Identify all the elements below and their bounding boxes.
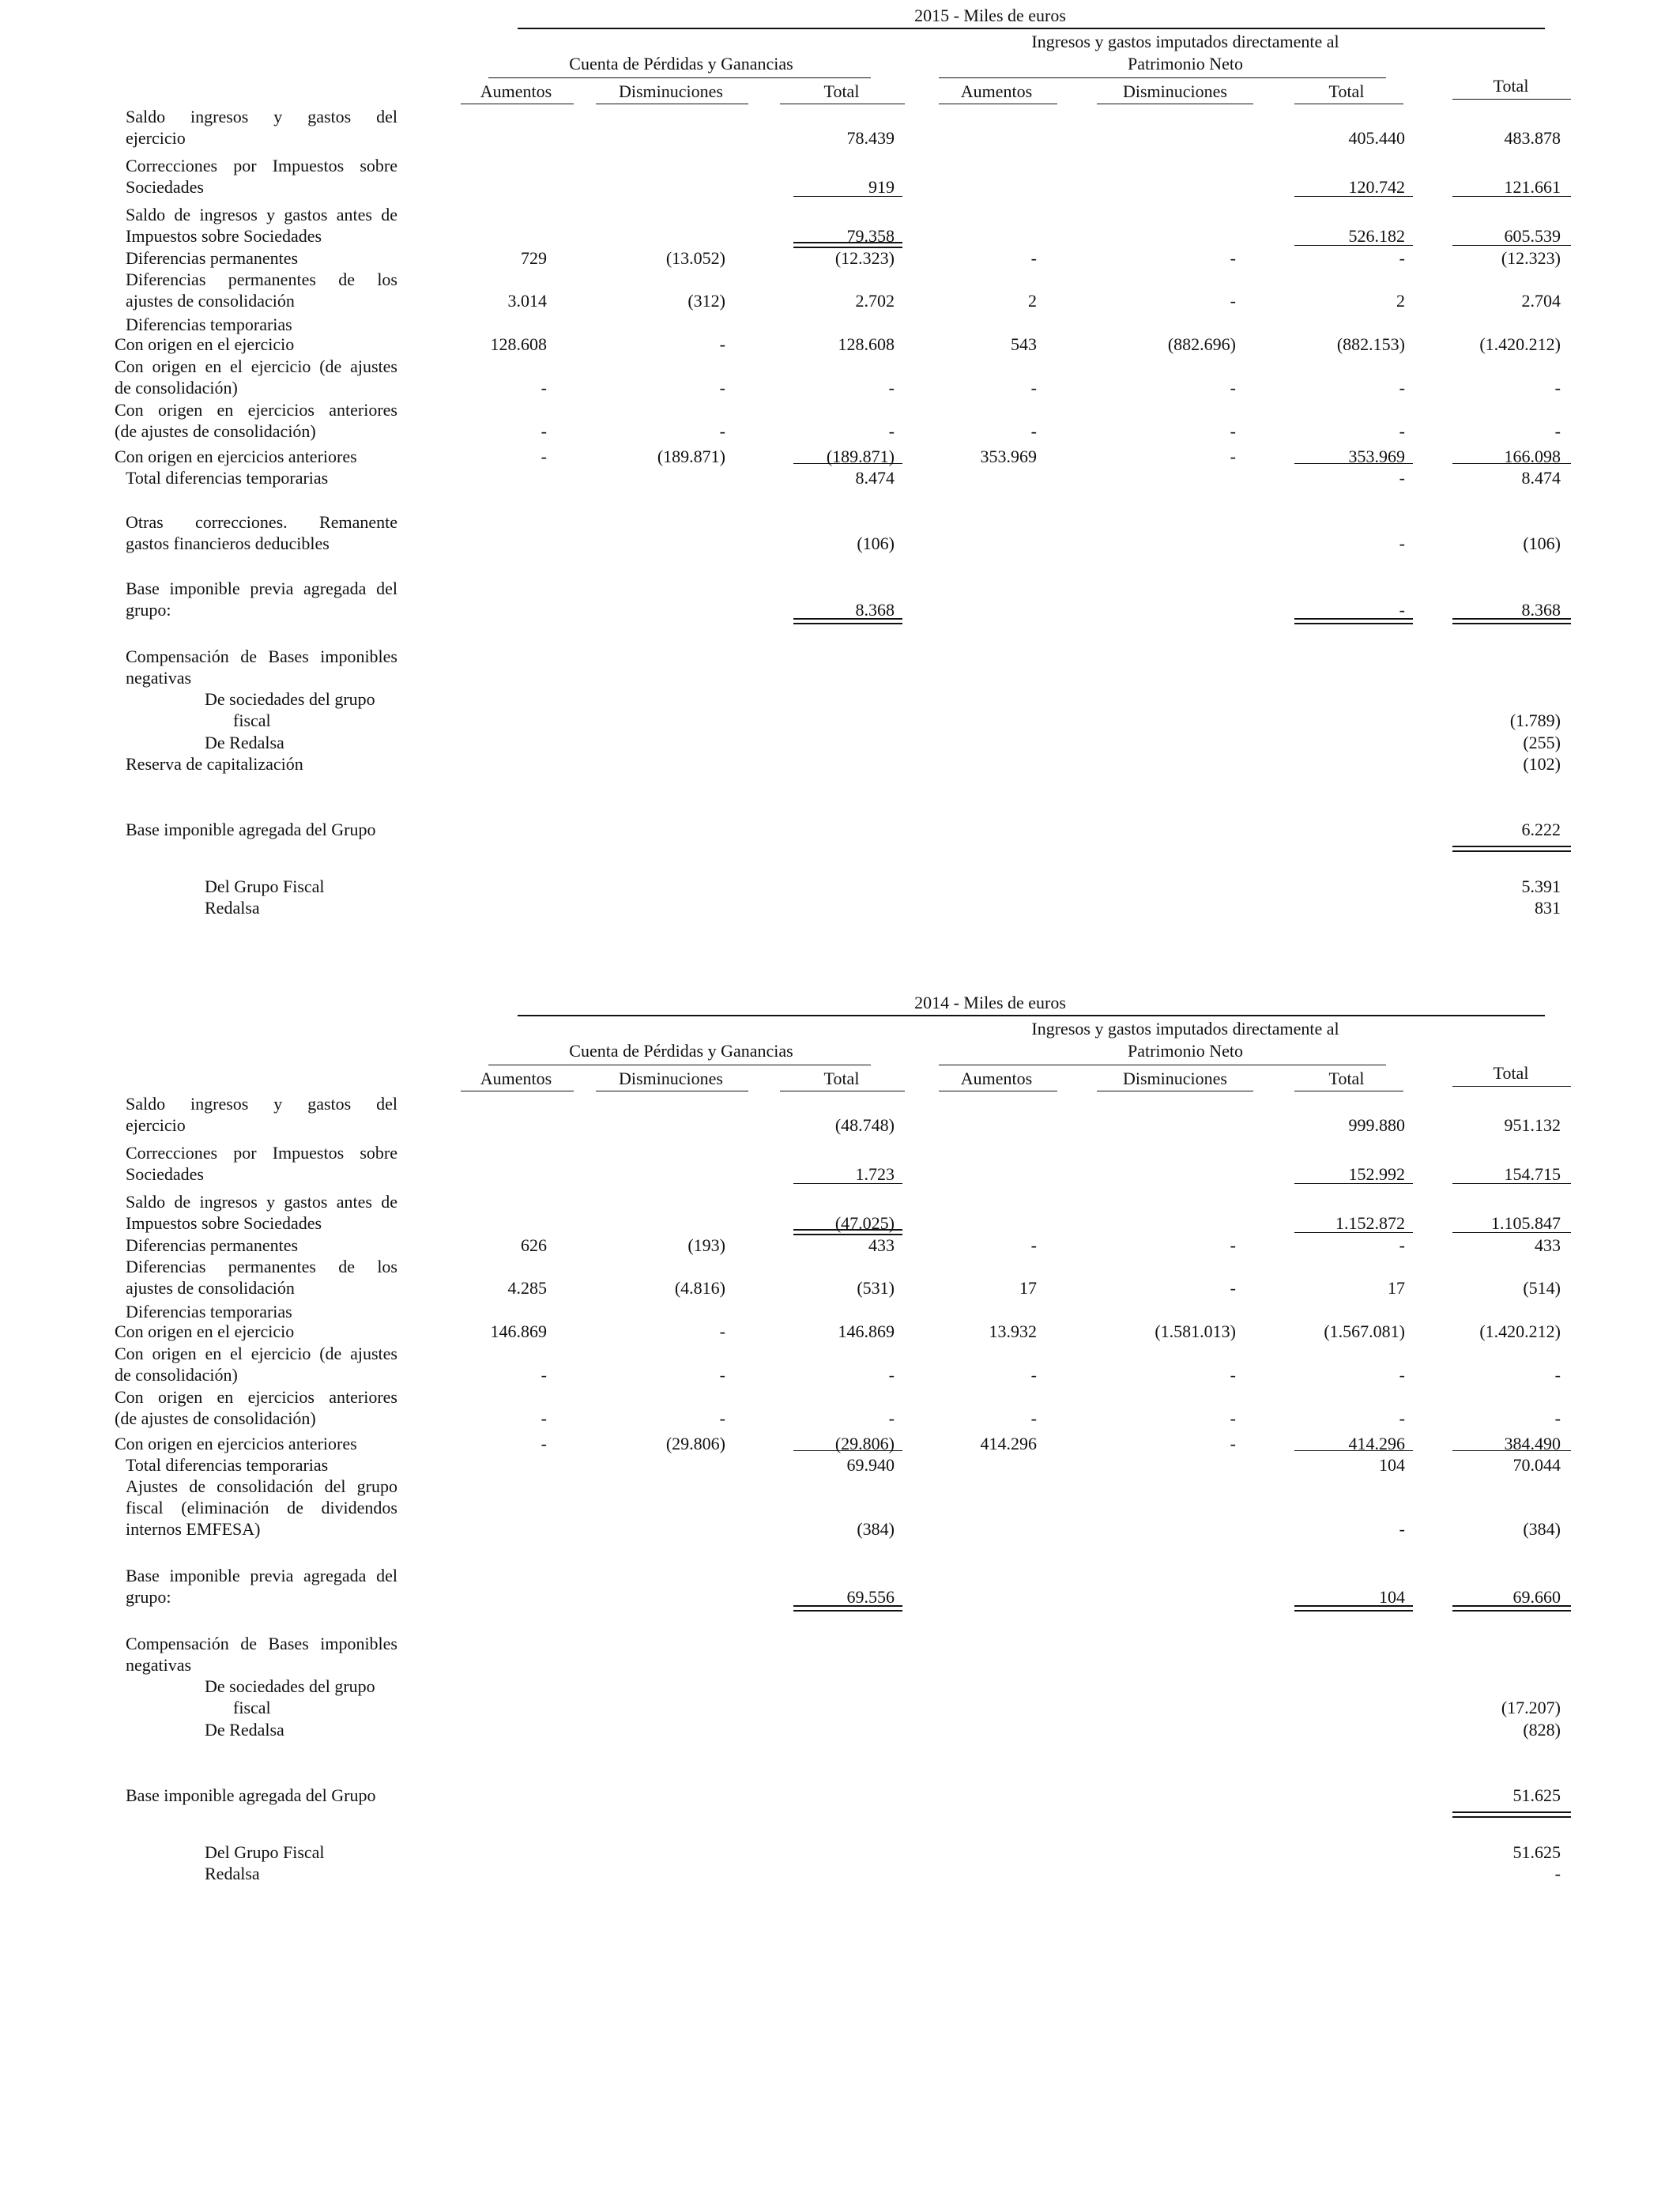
row-label: Correcciones por Impuestos sobre — [126, 156, 397, 175]
cell-value: (106) — [857, 533, 895, 553]
row-label: ejercicio — [126, 128, 186, 148]
cell-value: 8.474 — [1521, 468, 1561, 488]
row-label: Con origen en el ejercicio — [115, 334, 295, 354]
column-header: Total — [1493, 76, 1529, 96]
cell-value: (12.323) — [834, 248, 895, 268]
row-label: Total diferencias temporarias — [126, 468, 329, 488]
column-header: Aumentos — [480, 81, 552, 101]
cell-value: - — [1030, 1365, 1037, 1385]
cell-value: (13.052) — [665, 248, 725, 268]
cell-value: 433 — [868, 1235, 895, 1255]
cell-value: - — [1230, 1235, 1236, 1255]
cell-value: (1.789) — [1509, 711, 1561, 730]
title-rule — [518, 28, 1545, 29]
cell-value: (384) — [1523, 1519, 1561, 1539]
cell-value: - — [888, 378, 895, 398]
cell-value: 543 — [1011, 334, 1037, 354]
row-label: De Redalsa — [205, 733, 284, 752]
title-rule — [518, 1015, 1545, 1016]
cell-value: 17 — [1019, 1278, 1037, 1298]
row-label: Del Grupo Fiscal — [205, 876, 325, 896]
cell-value: - — [1399, 1408, 1405, 1428]
cell-value: - — [888, 1408, 895, 1428]
cell-value: (29.806) — [834, 1434, 895, 1453]
row-label: Base imponible agregada del Grupo — [126, 820, 376, 839]
row-label: (de ajustes de consolidación) — [115, 1408, 316, 1428]
cell-value: 8.368 — [1521, 600, 1561, 620]
cell-value: (17.207) — [1501, 1698, 1561, 1717]
cell-value: 353.969 — [980, 447, 1037, 466]
cell-value: 69.660 — [1512, 1587, 1561, 1607]
group-header-pn: Ingresos y gastos imputados directamente al — [1031, 1019, 1339, 1039]
row-label: Otras correcciones. Remanente — [126, 512, 397, 532]
cell-value: (828) — [1523, 1720, 1561, 1740]
cell-value: 384.490 — [1504, 1434, 1561, 1453]
column-header: Disminuciones — [1123, 81, 1227, 101]
cell-value: - — [1554, 1408, 1561, 1428]
cell-value: 79.358 — [846, 226, 895, 246]
total-double-rule — [1452, 1811, 1571, 1818]
cell-value: - — [1030, 1235, 1037, 1255]
row-label: De Redalsa — [205, 1720, 284, 1740]
cell-value: - — [1399, 248, 1405, 268]
cell-value: - — [541, 421, 547, 441]
cell-value: 2.704 — [1521, 291, 1561, 311]
cell-value: (1.420.212) — [1479, 334, 1561, 354]
cell-value: (4.816) — [674, 1278, 725, 1298]
cell-value: - — [1399, 468, 1405, 488]
row-label: De sociedades del grupo — [205, 1676, 375, 1696]
cell-value: - — [541, 1408, 547, 1428]
row-label: Redalsa — [205, 1864, 260, 1883]
column-header: Total — [823, 1069, 860, 1088]
column-header: Aumentos — [960, 1069, 1033, 1088]
row-label: Diferencias permanentes de los — [126, 270, 397, 289]
cell-value: - — [541, 378, 547, 398]
cell-value: 154.715 — [1504, 1164, 1561, 1184]
cell-value: - — [1554, 378, 1561, 398]
cell-value: - — [888, 1365, 895, 1385]
row-label: Con origen en el ejercicio (de ajustes — [115, 1344, 397, 1363]
cell-value: - — [719, 378, 725, 398]
cell-value: 51.625 — [1512, 1785, 1561, 1805]
group-rule — [939, 77, 1386, 78]
cell-value: (1.567.081) — [1324, 1321, 1405, 1341]
cell-value: - — [1230, 1278, 1236, 1298]
cell-value: - — [1399, 378, 1405, 398]
cell-value: (48.748) — [834, 1115, 895, 1135]
cell-value: - — [1399, 421, 1405, 441]
cell-value: - — [1554, 1365, 1561, 1385]
cell-value: (882.153) — [1336, 334, 1405, 354]
row-label: Diferencias temporarias — [126, 1302, 292, 1321]
row-label: Impuestos sobre Sociedades — [126, 1213, 322, 1233]
cell-value: 6.222 — [1521, 820, 1561, 839]
cell-value: - — [1399, 1235, 1405, 1255]
cell-value: (193) — [687, 1235, 725, 1255]
cell-value: 414.296 — [1348, 1434, 1405, 1453]
cell-value: (312) — [687, 291, 725, 311]
cell-value: 128.608 — [838, 334, 895, 354]
cell-value: (106) — [1523, 533, 1561, 553]
cell-value: 3.014 — [507, 291, 547, 311]
cell-value: 951.132 — [1504, 1115, 1561, 1135]
cell-value: - — [719, 334, 725, 354]
cell-value: - — [1399, 1519, 1405, 1539]
cell-value: 13.932 — [989, 1321, 1037, 1341]
row-label: Diferencias permanentes — [126, 1235, 299, 1255]
cell-value: 626 — [521, 1235, 547, 1255]
cell-value: 1.152.872 — [1335, 1213, 1405, 1233]
section-title: 2015 - Miles de euros — [914, 6, 1066, 25]
group-rule — [488, 77, 871, 78]
cell-value: 152.992 — [1348, 1164, 1405, 1184]
cell-value: (102) — [1523, 754, 1561, 774]
total-double-rule — [1294, 618, 1413, 624]
cell-value: 120.742 — [1348, 177, 1405, 197]
row-label: (de ajustes de consolidación) — [115, 421, 316, 441]
cell-value: (29.806) — [665, 1434, 725, 1453]
cell-value: (384) — [857, 1519, 895, 1539]
cell-value: - — [541, 447, 547, 466]
cell-value: 70.044 — [1512, 1455, 1561, 1475]
row-label: Correcciones por Impuestos sobre — [126, 1143, 397, 1163]
row-label: Con origen en ejercicios anteriores — [115, 1434, 357, 1453]
cell-value: (1.581.013) — [1155, 1321, 1236, 1341]
column-header: Disminuciones — [619, 81, 723, 101]
cell-value: 2.702 — [855, 291, 895, 311]
group-header-pn: Patrimonio Neto — [1127, 54, 1244, 74]
row-label: ajustes de consolidación — [126, 1278, 295, 1298]
cell-value: 729 — [521, 248, 547, 268]
cell-value: - — [541, 1365, 547, 1385]
cell-value: (12.323) — [1501, 248, 1561, 268]
cell-value: 51.625 — [1512, 1842, 1561, 1862]
cell-value: 69.940 — [846, 1455, 895, 1475]
row-label: Saldo ingresos y gastos del — [126, 1094, 397, 1114]
row-label: Compensación de Bases imponibles — [126, 647, 397, 666]
cell-value: 121.661 — [1504, 177, 1561, 197]
column-header: Aumentos — [960, 81, 1033, 101]
cell-value: - — [1399, 600, 1405, 620]
cell-value: (1.420.212) — [1479, 1321, 1561, 1341]
section-title: 2014 - Miles de euros — [914, 993, 1066, 1012]
row-label: Ajustes de consolidación del grupo — [126, 1476, 397, 1496]
cell-value: (514) — [1523, 1278, 1561, 1298]
row-label: grupo: — [126, 600, 171, 620]
group-header-pn: Ingresos y gastos imputados directamente al — [1031, 32, 1339, 51]
column-rule — [1452, 99, 1571, 100]
row-label: Saldo de ingresos y gastos antes de — [126, 1192, 397, 1212]
cell-value: 146.869 — [838, 1321, 895, 1341]
row-label: Del Grupo Fiscal — [205, 1842, 325, 1862]
cell-value: - — [1230, 248, 1236, 268]
cell-value: - — [1399, 533, 1405, 553]
cell-value: - — [1399, 1365, 1405, 1385]
cell-value: - — [1230, 1434, 1236, 1453]
row-label: Base imponible previa agregada del — [126, 1566, 397, 1585]
row-label: Con origen en el ejercicio (de ajustes — [115, 356, 397, 376]
cell-value: (882.696) — [1167, 334, 1236, 354]
table-2014 — [0, 987, 1680, 1936]
cell-value: 104 — [1379, 1587, 1405, 1607]
cell-value: - — [1030, 248, 1037, 268]
cell-value: 483.878 — [1504, 128, 1561, 148]
cell-value: - — [1230, 1365, 1236, 1385]
cell-value: - — [719, 1321, 725, 1341]
row-label: Saldo ingresos y gastos del — [126, 107, 397, 126]
column-rule — [1452, 1086, 1571, 1087]
column-header: Disminuciones — [1123, 1069, 1227, 1088]
cell-value: 831 — [1535, 898, 1561, 918]
row-label: Impuestos sobre Sociedades — [126, 226, 322, 246]
row-label: Con origen en ejercicios anteriores — [115, 447, 357, 466]
column-header: Total — [823, 81, 860, 101]
cell-value: 919 — [868, 177, 895, 197]
cell-value: 605.539 — [1504, 226, 1561, 246]
row-label: De sociedades del grupo — [205, 689, 375, 709]
cell-value: 999.880 — [1348, 1115, 1405, 1135]
cell-value: 8.368 — [855, 600, 895, 620]
cell-value: - — [719, 421, 725, 441]
cell-value: 104 — [1379, 1455, 1405, 1475]
row-label: Saldo de ingresos y gastos antes de — [126, 205, 397, 224]
cell-value: 128.608 — [490, 334, 547, 354]
cell-value: 166.098 — [1504, 447, 1561, 466]
column-header: Aumentos — [480, 1069, 552, 1088]
row-label: Diferencias temporarias — [126, 315, 292, 334]
cell-value: 1.723 — [855, 1164, 895, 1184]
row-label: Con origen en ejercicios anteriores — [115, 400, 397, 420]
column-header: Total — [1493, 1063, 1529, 1083]
cell-value: - — [1230, 421, 1236, 441]
row-label: ajustes de consolidación — [126, 291, 295, 311]
cell-value: - — [1230, 291, 1236, 311]
cell-value: 405.440 — [1348, 128, 1405, 148]
cell-value: - — [1030, 1408, 1037, 1428]
row-label: fiscal (eliminación de dividendos — [126, 1498, 397, 1517]
row-label: de consolidación) — [115, 1365, 238, 1385]
cell-value: - — [719, 1408, 725, 1428]
cell-value: - — [888, 421, 895, 441]
cell-value: 433 — [1535, 1235, 1561, 1255]
column-header: Total — [1328, 1069, 1365, 1088]
column-header: Total — [1328, 81, 1365, 101]
group-header-pyg: Cuenta de Pérdidas y Ganancias — [569, 54, 793, 74]
cell-value: 78.439 — [846, 128, 895, 148]
group-header-pyg: Cuenta de Pérdidas y Ganancias — [569, 1041, 793, 1061]
column-header: Disminuciones — [619, 1069, 723, 1088]
cell-value: 8.474 — [855, 468, 895, 488]
cell-value: 414.296 — [980, 1434, 1037, 1453]
row-label: gastos financieros deducibles — [126, 533, 330, 553]
cell-value: 526.182 — [1348, 226, 1405, 246]
cell-value: (47.025) — [834, 1213, 895, 1233]
row-label: negativas — [126, 668, 192, 688]
row-label: Con origen en ejercicios anteriores — [115, 1387, 397, 1407]
cell-value: - — [1230, 447, 1236, 466]
row-label: ejercicio — [126, 1115, 186, 1135]
cell-value: (189.871) — [657, 447, 725, 466]
row-label: negativas — [126, 1655, 192, 1675]
row-label: Sociedades — [126, 1164, 204, 1184]
cell-value: - — [541, 1434, 547, 1453]
cell-value: 2 — [1396, 291, 1405, 311]
row-label: Diferencias permanentes de los — [126, 1257, 397, 1276]
cell-value: 4.285 — [507, 1278, 547, 1298]
row-label: fiscal — [233, 711, 271, 730]
row-label: Redalsa — [205, 898, 260, 918]
cell-value: - — [1554, 421, 1561, 441]
row-label: Base imponible agregada del Grupo — [126, 1785, 376, 1805]
cell-value: - — [1554, 1864, 1561, 1883]
cell-value: 1.105.847 — [1491, 1213, 1561, 1233]
row-label: Total diferencias temporarias — [126, 1455, 329, 1475]
cell-value: - — [1230, 378, 1236, 398]
cell-value: - — [1030, 421, 1037, 441]
cell-value: 2 — [1028, 291, 1037, 311]
cell-value: 5.391 — [1521, 876, 1561, 896]
cell-value: - — [1230, 1408, 1236, 1428]
row-label: Sociedades — [126, 177, 204, 197]
row-label: internos EMFESA) — [126, 1519, 261, 1539]
cell-value: - — [1030, 378, 1037, 398]
row-label: de consolidación) — [115, 378, 238, 398]
table-2015 — [0, 0, 1680, 948]
group-header-pn: Patrimonio Neto — [1127, 1041, 1244, 1061]
cell-value: 17 — [1388, 1278, 1405, 1298]
row-label: Reserva de capitalización — [126, 754, 303, 774]
cell-value: 146.869 — [490, 1321, 547, 1341]
cell-value: - — [719, 1365, 725, 1385]
row-label: Compensación de Bases imponibles — [126, 1634, 397, 1653]
cell-value: (255) — [1523, 733, 1561, 752]
cell-value: (531) — [857, 1278, 895, 1298]
row-label: fiscal — [233, 1698, 271, 1717]
cell-value: 69.556 — [846, 1587, 895, 1607]
cell-value: 353.969 — [1348, 447, 1405, 466]
cell-value: (189.871) — [826, 447, 895, 466]
row-label: Con origen en el ejercicio — [115, 1321, 295, 1341]
row-label: Diferencias permanentes — [126, 248, 299, 268]
row-label: grupo: — [126, 1587, 171, 1607]
total-double-rule — [1452, 846, 1571, 852]
row-label: Base imponible previa agregada del — [126, 579, 397, 598]
